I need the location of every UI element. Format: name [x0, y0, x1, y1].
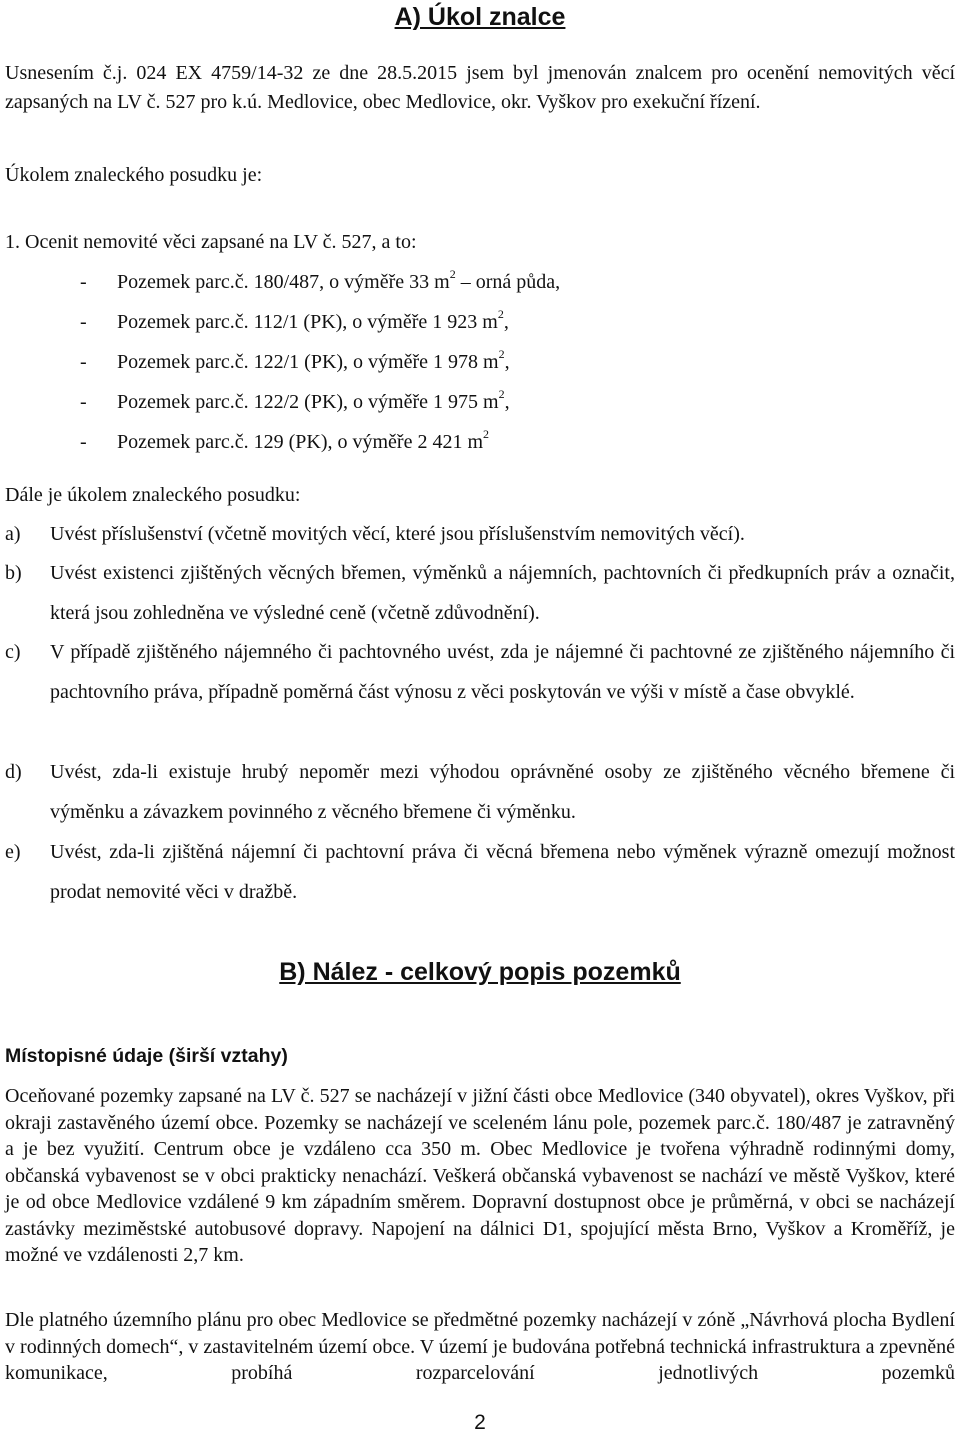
item-text: Uvést existenci zjištěných věcných břemen, výměnků a nájemních, pachtovních či předkupních práv a označit, která jsou zohledněna ve výsledné ceně (včetně zdůvodnění).	[50, 562, 955, 624]
parcel-text: Pozemek parc.č. 112/1 (PK), o výměře 1 923 $m^2$,	[117, 307, 509, 333]
zoning-paragraph: Dle platného územního plánu pro obec Medlovice se předmětné pozemky nacházejí v zóně „Návrhová plocha Bydlení v rodinných domech“, v zastavitelném území obce. V území je budována potřebná technická infrastruktura a zpevněné komunikace, probíhá rozparcelování jednotlivých pozemků	[5, 1309, 955, 1384]
section-b-title: B) Nález - celkový popis pozemků	[279, 958, 681, 986]
item-text: Uvést, zda-li existuje hrubý nepoměr mezi výhodou oprávněné osoby ze zjištěného věcného břemene či výměnku a závazkem povinného z věcného břemene či výměnku.	[50, 761, 955, 823]
list-dash: -	[80, 311, 87, 333]
further-heading: Dále je úkolem znaleckého posudku:	[5, 484, 301, 506]
list-dash: -	[80, 351, 87, 373]
list-dash: -	[80, 271, 87, 293]
superscript: 2	[498, 387, 505, 402]
parcel-text: Pozemek parc.č. 122/2 (PK), o výměře 1 975 $m^2$,	[117, 387, 510, 413]
superscript: 2	[498, 347, 505, 362]
task-1: 1. Ocenit nemovité věci zapsané na LV č. 527, a to:	[5, 231, 417, 253]
task-heading: Úkolem znaleckého posudku je:	[5, 164, 263, 186]
item-label: b)	[5, 562, 22, 584]
superscript: 2	[483, 427, 490, 442]
item-label: d)	[5, 761, 22, 783]
item-text: Uvést příslušenství (včetně movitých věcí, které jsou příslušenstvím nemovitých věcí).	[50, 523, 745, 545]
item-text: V případě zjištěného nájemného či pachtovného uvést, zda je nájemné či pachtovné ze zjištěného nájemního či pachtovního práva, případně poměrná část výnosu z věci poskytován ve výši v místě a čase obvyklé.	[50, 641, 955, 703]
list-dash: -	[80, 431, 87, 453]
section-b-subheading: Místopisné údaje (širší vztahy)	[5, 1045, 288, 1067]
list-dash: -	[80, 391, 87, 413]
item-label: a)	[5, 523, 21, 545]
superscript: 2	[449, 267, 456, 282]
parcel-text: Pozemek parc.č. 180/487, o výměře 33 $m^2$ – orná půda,	[117, 267, 561, 293]
intro-paragraph: Usnesením č.j. 024 EX 4759/14-32 ze dne 28.5.2015 jsem byl jmenován znalcem pro ocenění nemovitých věcí zapsaných na LV č. 527 pro k.ú. Medlovice, obec Medlovice, okr. Vyškov pro exekuční řízení.	[5, 62, 955, 113]
item-label: c)	[5, 641, 21, 663]
parcel-text: Pozemek parc.č. 129 (PK), o výměře 2 421 $m^2$	[117, 427, 490, 453]
item-text: Uvést, zda-li zjištěná nájemní či pachtovní práva či věcná břemena nebo výměnek výrazně omezují možnost prodat nemovité věci v dražbě.	[50, 841, 955, 903]
location-paragraph: Oceňované pozemky zapsané na LV č. 527 se nacházejí v jižní části obce Medlovice (340 obyvatel), okres Vyškov, při okraji zastavěného území obce. Pozemky se nacházejí ve sceleném lánu pole, pozemek parc.č. 180/487 je zatravněný a je bez využití. Centrum obce je vzdáleno cca 350 m. Obec Medlovice je tvořena výhradně rodinnými domy, občanská vybavenost se v obci prakticky nenachází. Veškerá občanská vybavenost se nachází ve městě Vyškov, které je od obce Medlovice vzdálené 9 km západním směrem. Dopravní dostupnost obce je průměrná, v obci se nacházejí zastávky meziměstské autobusové dopravy. Napojení na dálnici D1, spojující města Brno, Vyškov a Kroměříž, je možné ve vzdálenosti 2,7 km.	[5, 1085, 955, 1266]
superscript: 2	[497, 307, 504, 322]
page-number: 2	[474, 1411, 486, 1434]
item-label: e)	[5, 841, 21, 863]
parcel-text: Pozemek parc.č. 122/1 (PK), o výměře 1 978 $m^2$,	[117, 347, 510, 373]
section-a-title: A) Úkol znalce	[394, 3, 566, 31]
